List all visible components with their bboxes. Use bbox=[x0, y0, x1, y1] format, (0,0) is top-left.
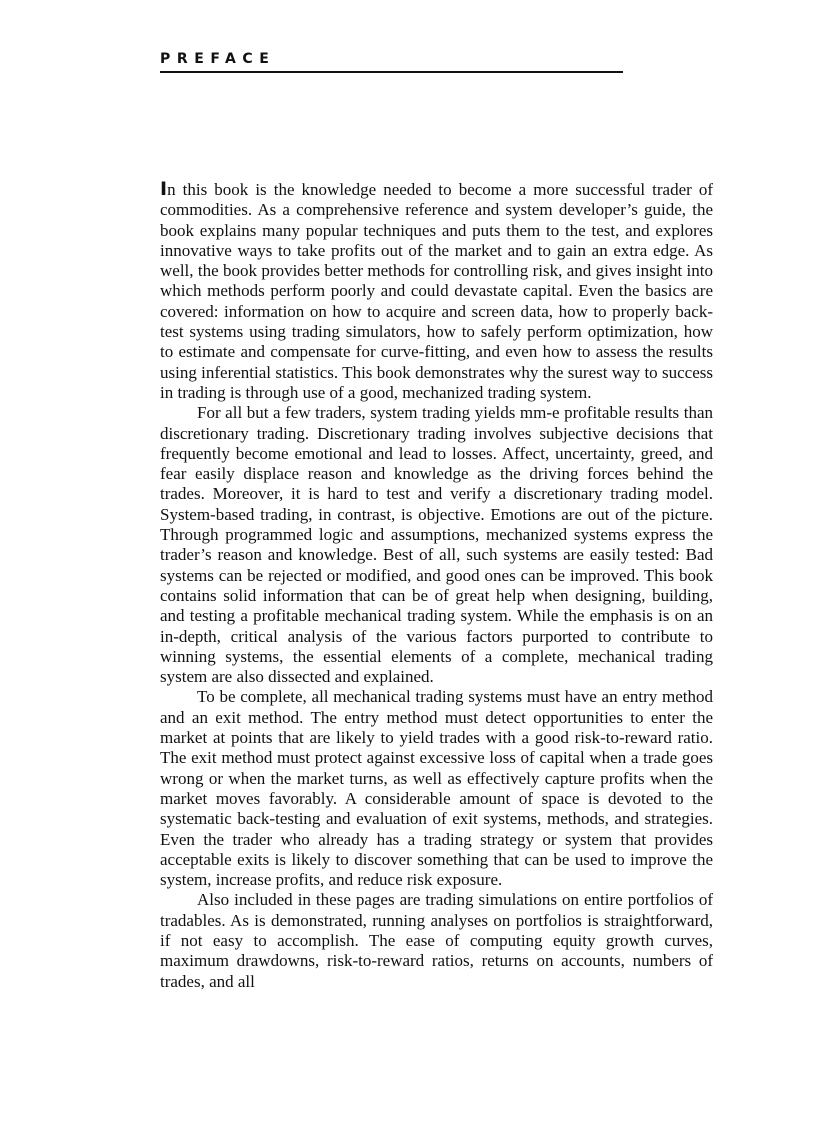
paragraph-1 bbox=[160, 180, 713, 403]
paragraph-2: For all but a few traders, system trading yields mm-e profitable results than discretionary trading. Discretionary trading involves subjective decisions that frequently become emotional and lead to losses. Affect, uncertainty, greed, and fear easily displace reason and knowledge as the driving forces behind the trades. Moreover, it is hard to test and verify a discretionary trading model. System-based trading, in contrast, is objective. Emotions are out of the picture. Through programmed logic and assumptions, mechanized systems express the trader’s reason and knowledge. Best of all, such systems are easily tested: Bad systems can be rejected or modified, and good ones can be improved. This book contains solid information that can be of great help when designing, building, and testing a profitable mechanical trading system. While the emphasis is on an in-depth, critical analysis of the various factors purported to contribute to winning systems, the essential elements of a complete, mechanical trading system are also dissected and explained. bbox=[160, 403, 713, 687]
paragraph-1-text: n this book is the knowledge needed to become a more successful trader of commodities. As a comprehensive reference and system developer’s guide, the book explains many popular techniques and puts them to the test, and explores innovative ways to take profits out of the market and to gain an extra edge. As well, the book provides better methods for controlling risk, and gives insight into which methods perform poorly and could devastate capital. Even the basics are covered: information on how to acquire and screen data, how to properly back-test systems using trading simulators, how to safely perform optimization, how to estimate and compensate for curve-fitting, and even how to assess the results using inferential statistics. This book demonstrates why the surest way to success in trading is through use of a good, mechanized trading system. bbox=[160, 180, 713, 402]
section-title: PREFACE bbox=[160, 51, 276, 67]
page-header bbox=[160, 50, 623, 73]
header-rule bbox=[160, 71, 623, 73]
preface-body bbox=[160, 180, 713, 992]
paragraph-3: To be complete, all mechanical trading systems must have an entry method and an exit method. The entry method must detect opportunities to enter the market at points that are likely to yield trades with a good risk-to-reward ratio. The exit method must protect against excessive loss of capital when a trade goes wrong or when the market turns, as well as effectively capture profits when the market moves favorably. A considerable amount of space is devoted to the systematic back-testing and evaluation of exit systems, methods, and strategies. Even the trader who already has a trading strategy or system that provides acceptable exits is likely to discover something that can be used to improve the system, increase profits, and reduce risk exposure. bbox=[160, 687, 713, 890]
drop-cap: I bbox=[160, 178, 168, 200]
paragraph-4: Also included in these pages are trading simulations on entire portfolios of tradables. As is demonstrated, running analyses on portfolios is straightforward, if not easy to accomplish. The ease of computing equity growth curves, maximum drawdowns, risk-to-reward ratios, returns on accounts, numbers of trades, and all bbox=[160, 890, 713, 991]
